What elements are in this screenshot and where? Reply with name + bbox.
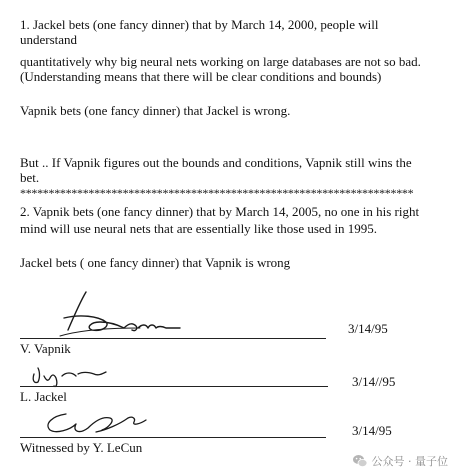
bet1-line3: quantitatively why big neural nets working on large databases are not so bad. bbox=[20, 54, 421, 69]
vapnik-name: V. Vapnik bbox=[20, 341, 71, 356]
bet2-line2: mind will use neural nets that are essentially like those used in 1995. bbox=[20, 221, 378, 236]
bet1-caveat-line2: bet. bbox=[20, 170, 40, 185]
separator-stars: ********************************************************************* bbox=[20, 187, 414, 199]
vapnik-signature bbox=[40, 288, 190, 340]
bet2-counter: Jackel bets ( one fancy dinner) that Vapnik is wrong bbox=[20, 255, 291, 270]
lecun-signature-line bbox=[20, 437, 326, 438]
bet1-counter: Vapnik bets (one fancy dinner) that Jackel is wrong. bbox=[20, 103, 291, 118]
bet1-line1: 1. Jackel bets (one fancy dinner) that by March 14, 2000, people will bbox=[20, 17, 379, 32]
jackel-signature-line bbox=[20, 386, 328, 387]
jackel-signature bbox=[26, 364, 116, 388]
lecun-date: 3/14/95 bbox=[352, 423, 392, 438]
vapnik-date: 3/14/95 bbox=[348, 321, 388, 336]
bet1-caveat-line1: But .. If Vapnik figures out the bounds and conditions, Vapnik still wins the bbox=[20, 155, 412, 170]
watermark bbox=[352, 453, 449, 469]
bet2-line1: 2. Vapnik bets (one fancy dinner) that by March 14, 2005, no one in his right bbox=[20, 204, 420, 219]
jackel-name: L. Jackel bbox=[20, 389, 67, 404]
lecun-signature bbox=[36, 408, 166, 438]
wechat-icon bbox=[352, 453, 368, 469]
watermark-text: 公众号 · 量子位 bbox=[371, 455, 448, 468]
bet1-line4: (Understanding means that there will be clear conditions and bounds) bbox=[20, 69, 382, 84]
jackel-date: 3/14//95 bbox=[352, 374, 396, 389]
bet1-line2: understand bbox=[20, 32, 78, 47]
lecun-name: Witnessed by Y. LeCun bbox=[20, 440, 143, 455]
vapnik-signature-line bbox=[20, 338, 326, 339]
